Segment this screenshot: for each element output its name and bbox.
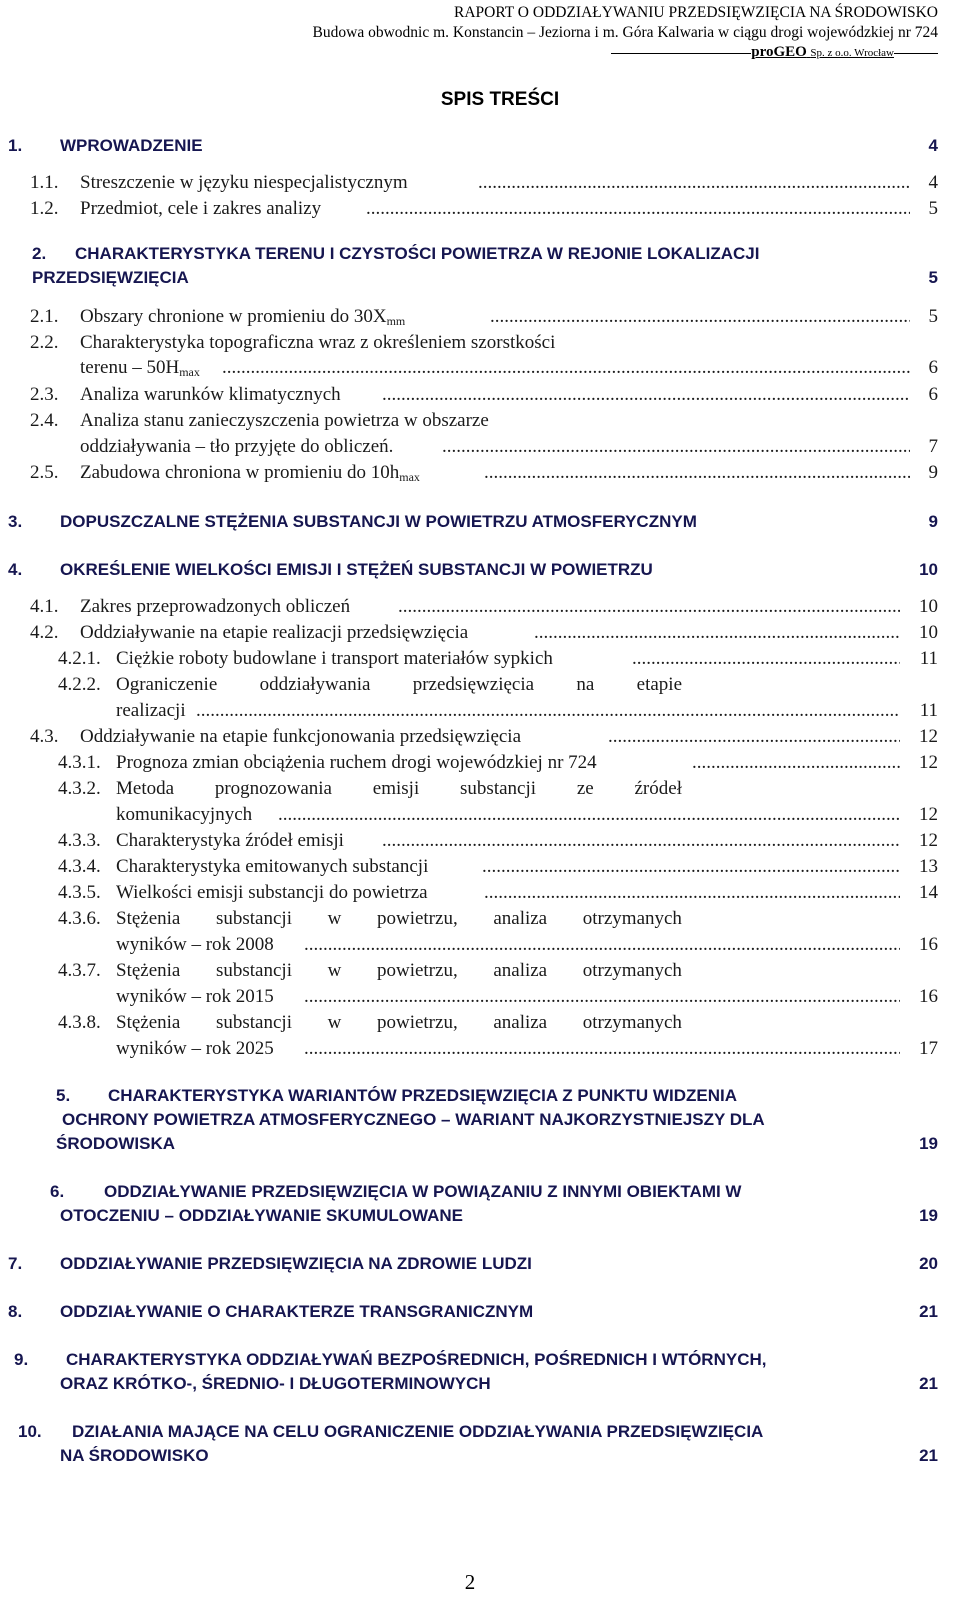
toc-page: 6 — [928, 357, 938, 378]
toc-title: WPROWADZENIE — [60, 136, 203, 155]
toc-number: 4.3.8. — [58, 1012, 101, 1033]
toc-number: 7. — [8, 1254, 23, 1273]
toc-page: 12 — [919, 752, 938, 773]
toc-page: 20 — [919, 1254, 938, 1273]
toc-title: Charakterystyka emitowanych substancji — [116, 856, 429, 877]
toc-page: 5 — [928, 268, 938, 287]
toc-title-line1: CHARAKTERYSTYKA TERENU I CZYSTOŚCI POWIETRZA W REJONIE LOKALIZACJI — [75, 244, 760, 263]
toc-leader — [278, 804, 900, 826]
toc-leader — [222, 357, 910, 379]
toc-title-line1: DZIAŁANIA MAJĄCE NA CELU OGRANICZENIE ODDZIAŁYWANIA PRZEDSIĘWZIĘCIA — [72, 1422, 764, 1441]
toc-number: 4.2.1. — [58, 648, 101, 669]
toc-number: 4.3.6. — [58, 908, 101, 929]
toc-title-line2: PRZEDSIĘWZIĘCIA — [32, 268, 189, 287]
toc-page: 13 — [919, 856, 938, 877]
toc-number: 6. — [50, 1182, 65, 1201]
toc-leader — [366, 198, 910, 220]
toc-title-line1: Metoda prognozowania emisji substancji ze źródeł — [116, 778, 682, 799]
toc-title-line2: komunikacyjnych — [116, 804, 253, 825]
toc-title-line2: wyników – rok 2025 — [116, 1038, 274, 1059]
toc-title: Obszary chronione w promieniu do $30X_{mm}$ — [80, 306, 406, 328]
toc-title: Zakres przeprowadzonych obliczeń — [80, 596, 351, 617]
company-name: proGEO — [751, 44, 807, 60]
toc-leader — [304, 934, 900, 956]
toc-leader — [382, 830, 900, 852]
toc-page: 16 — [919, 986, 938, 1007]
toc-number: 2. — [32, 244, 47, 263]
toc-page: 21 — [919, 1374, 938, 1393]
toc-leader — [534, 622, 900, 644]
toc-page: 19 — [919, 1134, 938, 1153]
toc-title: Ciężkie roboty budowlane i transport materiałów sypkich — [116, 648, 553, 669]
toc-page: 9 — [928, 462, 938, 483]
toc-leader — [398, 596, 900, 618]
toc-leader — [478, 172, 910, 194]
toc-page: 16 — [919, 934, 938, 955]
toc-page: 12 — [919, 726, 938, 747]
toc-title-line1: CHARAKTERYSTYKA ODDZIAŁYWAŃ BEZPOŚREDNICH, POŚREDNICH I WTÓRNYCH, — [66, 1350, 767, 1369]
toc-title-line2: oddziaływania – tło przyjęte do obliczeń. — [80, 436, 394, 457]
toc-title: ODDZIAŁYWANIE O CHARAKTERZE TRANSGRANICZNYM — [60, 1302, 534, 1321]
toc-title: Analiza warunków klimatycznych — [80, 384, 341, 405]
toc-page: 10 — [919, 622, 938, 643]
toc-page: 11 — [919, 700, 938, 721]
toc-page: 5 — [928, 306, 938, 327]
toc-title-line1: Stężenia substancji w powietrzu, analiza otrzymanych — [116, 1012, 682, 1033]
toc-number: 4.2.2. — [58, 674, 101, 695]
toc-leader — [382, 384, 910, 406]
toc-title-line1: ODDZIAŁYWANIE PRZEDSIĘWZIĘCIA W POWIĄZANIU Z INNYMI OBIEKTAMI W — [104, 1182, 742, 1201]
toc-title-line2: realizacji — [116, 700, 186, 721]
toc-number: 1. — [8, 136, 23, 155]
toc-page: 4 — [928, 136, 938, 155]
toc-title: Wielkości emisji substancji do powietrza — [116, 882, 428, 903]
toc-number: 10. — [18, 1422, 42, 1441]
page-title: SPIS TREŚCI — [440, 89, 560, 110]
toc-number: 4.3. — [30, 726, 59, 747]
toc-title-line3: ŚRODOWISKA — [56, 1134, 175, 1153]
toc-number: 4.3.5. — [58, 882, 101, 903]
toc-number: 4. — [8, 560, 23, 579]
toc-number: 9. — [14, 1350, 29, 1369]
toc-page: 21 — [919, 1302, 938, 1321]
toc-page: 10 — [919, 596, 938, 617]
toc-page: 12 — [919, 830, 938, 851]
toc-page: 6 — [928, 384, 938, 405]
toc-number: 2.3. — [30, 384, 59, 405]
toc-title-line1: Stężenia substancji w powietrzu, analiza otrzymanych — [116, 908, 682, 929]
toc-title: Prognoza zmian obciążenia ruchem drogi wojewódzkiej nr 724 — [116, 752, 597, 773]
toc-leader — [484, 462, 910, 484]
report-header-subtitle: Budowa obwodnic m. Konstancin – Jeziorna i m. Góra Kalwaria w ciągu drogi wojewódzkiej nr 724 — [312, 24, 938, 41]
toc-number: 4.2. — [30, 622, 59, 643]
toc-title-line1: Analiza stanu zanieczyszczenia powietrza w obszarze — [80, 410, 489, 431]
toc-title-line2: NA ŚRODOWISKO — [60, 1446, 209, 1465]
toc-title-line1: Charakterystyka topograficzna wraz z określeniem szorstkości — [80, 332, 556, 353]
toc-leader — [608, 726, 900, 748]
toc-title-line2: terenu – $50H_{max}$ — [80, 357, 200, 379]
toc-title: OKREŚLENIE WIELKOŚCI EMISJI I STĘŻEŃ SUBSTANCJI W POWIETRZU — [60, 560, 653, 579]
toc-title-line2: OCHRONY POWIETRZA ATMOSFERYCZNEGO – WARIANT NAJKORZYSTNIEJSZY DLA — [62, 1110, 765, 1129]
toc-title: Oddziaływanie na etapie realizacji przedsięwzięcia — [80, 622, 469, 643]
toc-leader — [304, 1038, 900, 1060]
toc-title: Zabudowa chroniona w promieniu do $10h_{max}$ — [80, 462, 420, 484]
toc-page: 10 — [919, 560, 938, 579]
toc-title-line2: ORAZ KRÓTKO-, ŚREDNIO- I DŁUGOTERMINOWYCH — [60, 1374, 491, 1393]
toc-number: 2.4. — [30, 410, 59, 431]
toc-leader — [196, 700, 900, 722]
toc-title-line1: CHARAKTERYSTYKA WARIANTÓW PRZEDSIĘWZIĘCIA Z PUNKTU WIDZENIA — [108, 1086, 737, 1105]
toc-leader — [482, 856, 900, 878]
toc-page: 14 — [919, 882, 938, 903]
toc-title-line1: Stężenia substancji w powietrzu, analiza otrzymanych — [116, 960, 682, 981]
toc-page: 21 — [919, 1446, 938, 1465]
toc-number: 4.3.1. — [58, 752, 101, 773]
toc-page: 5 — [928, 198, 938, 219]
report-header-title: RAPORT O ODDZIAŁYWANIU PRZEDSIĘWZIĘCIA NA ŚRODOWISKO — [453, 4, 938, 21]
toc-title: Oddziaływanie na etapie funkcjonowania przedsięwzięcia — [80, 726, 522, 747]
toc-title: Streszczenie w języku niespecjalistycznym — [80, 172, 408, 193]
toc-number: 4.3.7. — [58, 960, 101, 981]
toc-number: 4.3.3. — [58, 830, 101, 851]
toc-number: 1.2. — [30, 198, 59, 219]
toc-number: 3. — [8, 512, 23, 531]
toc-number: 1.1. — [30, 172, 59, 193]
toc-title-line2: wyników – rok 2015 — [116, 986, 274, 1007]
toc-leader — [304, 986, 900, 1008]
report-header-company — [611, 44, 938, 61]
toc-leader — [484, 882, 900, 904]
toc-leader — [632, 648, 900, 670]
toc-page: 12 — [919, 804, 938, 825]
toc-leader — [442, 436, 910, 458]
toc-page: 19 — [919, 1206, 938, 1225]
toc-number: 4.3.2. — [58, 778, 101, 799]
toc-title-line2: wyników – rok 2008 — [116, 934, 274, 955]
toc-page: 9 — [928, 512, 938, 531]
toc-number: 2.1. — [30, 306, 59, 327]
toc-title: Charakterystyka źródeł emisji — [116, 830, 344, 851]
toc-title: DOPUSZCZALNE STĘŻENIA SUBSTANCJI W POWIETRZU ATMOSFERYCZNYM — [60, 512, 697, 531]
company-suffix: Sp. z o.o. Wrocław — [810, 47, 894, 59]
toc-number: 4.1. — [30, 596, 59, 617]
toc-number: 2.5. — [30, 462, 59, 483]
toc-number: 4.3.4. — [58, 856, 101, 877]
toc-leader — [490, 306, 910, 328]
toc-title: Przedmiot, cele i zakres analizy — [80, 198, 322, 219]
toc-page: 17 — [919, 1038, 938, 1059]
toc-title: ODDZIAŁYWANIE PRZEDSIĘWZIĘCIA NA ZDROWIE LUDZI — [60, 1254, 532, 1273]
toc-number: 2.2. — [30, 332, 59, 353]
toc-leader — [692, 752, 900, 774]
toc-page: 4 — [928, 172, 938, 193]
toc-number: 5. — [56, 1086, 71, 1105]
page-number: 2 — [464, 1570, 476, 1594]
toc-title-line1: Ograniczenie oddziaływania przedsięwzięcia na etapie — [116, 674, 682, 695]
toc-page: 11 — [919, 648, 938, 669]
toc-page: 7 — [928, 436, 938, 457]
toc-number: 8. — [8, 1302, 23, 1321]
toc-title-line2: OTOCZENIU – ODDZIAŁYWANIE SKUMULOWANE — [60, 1206, 463, 1225]
